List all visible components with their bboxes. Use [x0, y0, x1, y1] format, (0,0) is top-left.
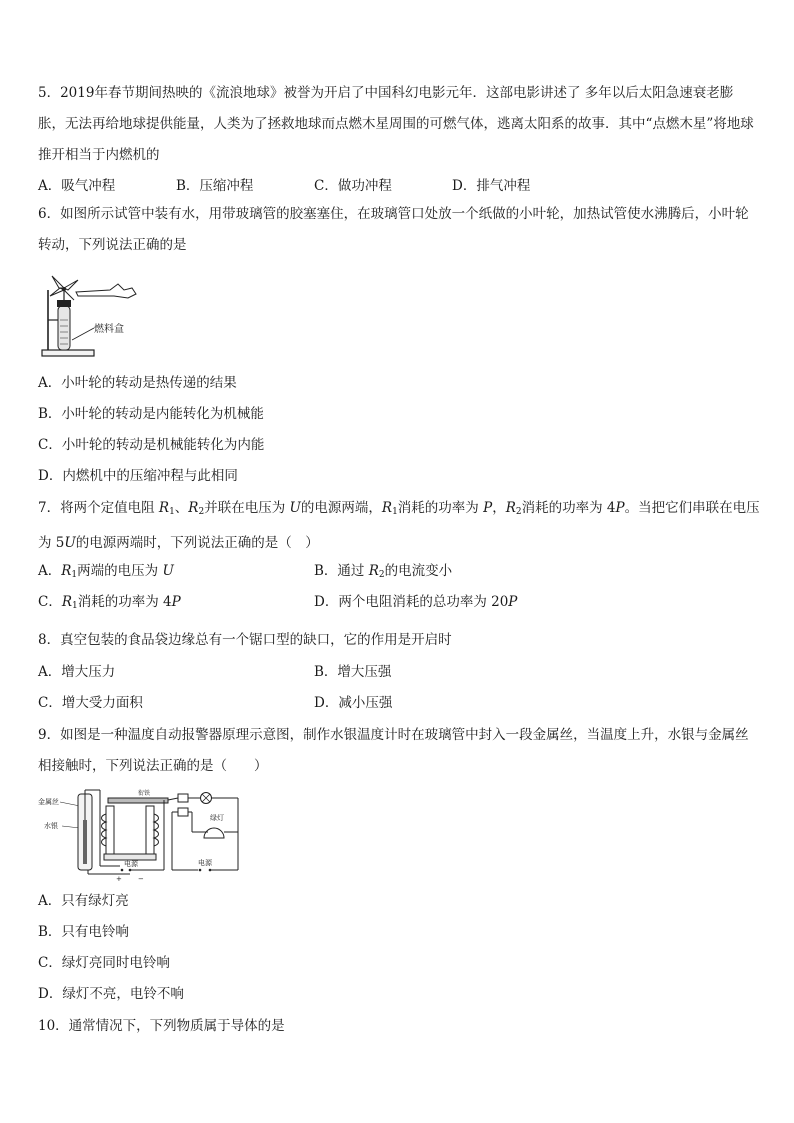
question-6-stem: 6．如图所示试管中装有水，用带玻璃管的胶塞塞住，在玻璃管口处放一个纸做的小叶轮，加热试管使水沸腾后，小叶轮转动，下列说法正确的是 [38, 206, 749, 253]
label-power-1: 电源 [124, 860, 138, 868]
q9-option-c[interactable]: C．绿灯亮同时电铃响 [38, 955, 170, 971]
label-plus: + [116, 875, 122, 883]
question-9-stem: 9．如图是一种温度自动报警器原理示意图，制作水银温度计时在玻璃管中封入一段金属丝，当温度上升，水银与金属丝相接触时，下列说法正确的是（ ） [38, 727, 749, 774]
q5-option-d[interactable]: D．排气冲程 [452, 178, 531, 194]
label-mercury: 水银 [44, 822, 58, 830]
test-tube-pinwheel-figure [38, 268, 158, 364]
q9-option-d[interactable]: D．绿灯不亮，电铃不响 [38, 986, 184, 1002]
q8-option-a[interactable]: A．增大压力 [38, 664, 116, 680]
q8-option-b[interactable]: B．增大压强 [314, 664, 392, 680]
label-minus: − [138, 875, 144, 883]
label-green-lamp: 绿灯 [210, 814, 224, 822]
q6-option-a[interactable]: A．小叶轮的转动是热传递的结果 [38, 375, 237, 391]
q7-option-d[interactable]: D．两个电阻消耗的总功率为 20P [314, 594, 518, 610]
q7-option-b[interactable]: B．通过 $R_2$的电流变小 [314, 563, 453, 580]
question-8-stem: 8．真空包装的食品袋边缘总有一个锯口型的缺口，它的作用是开启时 [38, 632, 452, 648]
label-iron: 衔铁 [138, 790, 151, 797]
q7-option-a[interactable]: A．$R_1$两端的电压为 U [38, 563, 174, 580]
temperature-alarm-circuit-figure [38, 786, 242, 884]
question-10-stem: 10．通常情况下，下列物质属于导体的是 [38, 1018, 285, 1034]
q6-option-d[interactable]: D．内燃机中的压缩冲程与此相同 [38, 468, 238, 484]
q8-option-c[interactable]: C．增大受力面积 [38, 695, 143, 711]
q5-option-c[interactable]: C．做功冲程 [314, 178, 392, 194]
q6-option-c[interactable]: C．小叶轮的转动是机械能转化为内能 [38, 437, 265, 453]
q6-figure-label: 燃料盒 [94, 324, 124, 335]
q6-option-b[interactable]: B．小叶轮的转动是内能转化为机械能 [38, 406, 264, 422]
label-power-2: 电源 [198, 859, 212, 867]
q5-option-b[interactable]: B．压缩冲程 [176, 178, 254, 194]
q5-option-a[interactable]: A．吸气冲程 [38, 178, 116, 194]
question-5-stem: 5．2019年春节期间热映的《流浪地球》被誉为开启了中国科幻电影元年．这部电影讲述了 多年以后太阳急速衰老膨胀，无法再给地球提供能量，人类为了拯救地球而点燃木星周围的可燃气体，逃离太阳系的故事．其中“点燃木星”将地球推开相当于内燃机的 [38, 85, 754, 163]
q9-option-a[interactable]: A．只有绿灯亮 [38, 893, 129, 909]
label-metal-wire: 金属丝 [38, 798, 59, 806]
question-7-stem: 7．将两个定值电阻 $R_1$、$R_2$并联在电压为 U的电源两端，$R_1$消耗的功率为 P，$R_2$消耗的功率为 4P。当把它们串联在电压为 5U的电源两端时，下列说法正确的是（ ） [38, 500, 760, 551]
q7-option-c[interactable]: C．$R_1$消耗的功率为 4P [38, 594, 181, 611]
q8-option-d[interactable]: D．减小压强 [314, 695, 393, 711]
q9-option-b[interactable]: B．只有电铃响 [38, 924, 129, 940]
